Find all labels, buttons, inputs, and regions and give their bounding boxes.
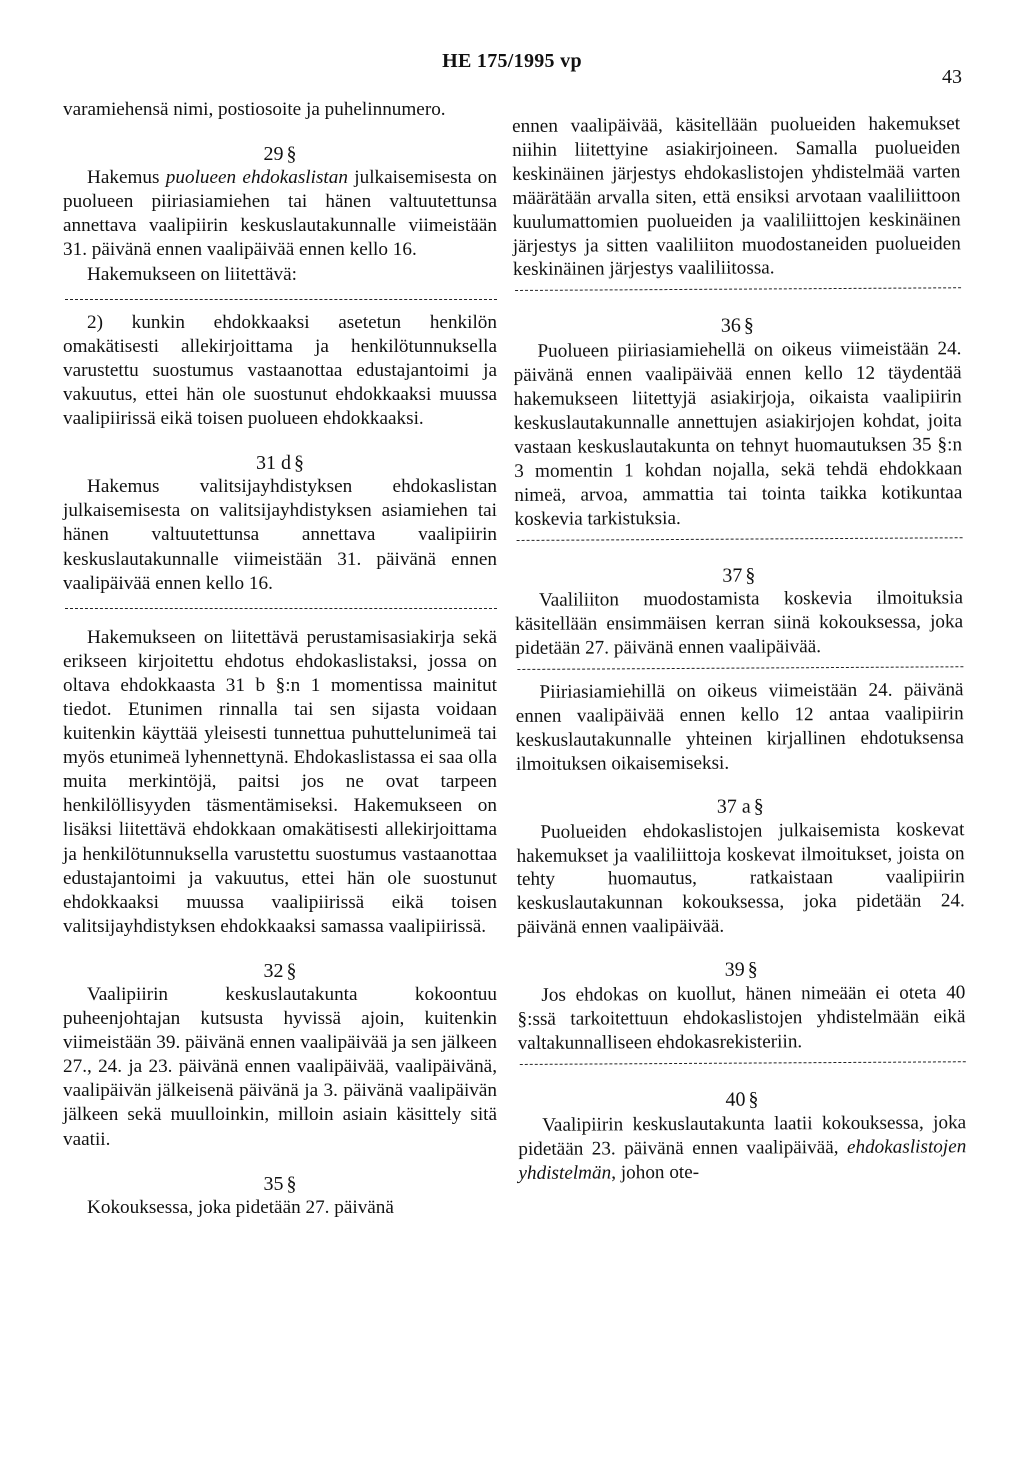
paragraph: Puolueen piiriasiamiehellä on oikeus viimeistään 24. päivänä ennen vaalipäivää ennen kello 12 täydentää hakemukseen liitettyjä asiakirjoja, oikaista vaalipiirin keskuslautakunnalle annettujen asiakirjojen kohdat, joita vastaan keskuslautakunta on tehnyt huomautuksen 35 §:n 3 momentin 1 kohdan nojalla, sekä tehdä ehdokkaan nimeä, arvoa, ammattia tai tointa taikka kotikuntaa koskevia tarkistuksia.	[513, 338, 963, 530]
text-run: Hakemus	[87, 167, 166, 189]
section-number: 40	[725, 1088, 746, 1111]
section-heading-36	[513, 314, 961, 341]
paragraph: ennen vaalipäivää, käsitellään puolueiden hakemukset niihin liitettyine asiakirjoineen. Samalla puolueiden keskinäinen järjestys ehdokaslistojen yhdistelmää varten määrätään arvalla siten, että ensiksi arvotaan vaaliliittoon kuulumattomien puolueiden ja vaaliliittojen keskinäinen järjestys ja sitten vaaliliiton muodostaneiden puolueiden keskinäinen järjestys vaaliliitossa.	[512, 113, 961, 281]
section-number: 35	[263, 1172, 284, 1195]
section-heading-32	[63, 959, 497, 983]
right-column	[512, 112, 967, 1185]
paragraph: Piiriasiamiehillä on oikeus viimeistään 24. päivänä ennen vaalipäivää ennen kello 12 antaa vaalipiirin keskuslautakunnalle yhteinen kirjallinen ehdotuksensa ilmoituksen oikaisemiseksi.	[515, 679, 964, 775]
section-symbol: §	[743, 314, 754, 337]
section-heading-37a	[516, 794, 964, 821]
paragraph: 2) kunkin ehdokkaaksi asetetun henkilön omakätisesti allekirjoittama ja henkilötunnuksella varustettu suostumus vastaanottaa edustajantoimi ja vakuutus, ettei hän ole suostunut ehdokkaaksi muussa vaalipiirissä eikä toisen puolueen ehdokkaaksi.	[63, 311, 497, 430]
omission-dashes	[515, 529, 963, 546]
running-header: HE 175/1995 vp	[442, 50, 582, 72]
left-column	[63, 98, 497, 1220]
italic-text: puolueen ehdokaslistan	[165, 167, 348, 189]
section-symbol: §	[294, 452, 304, 475]
section-heading-29	[63, 142, 497, 166]
section-number: 31 d	[256, 452, 291, 475]
omission-dashes	[63, 287, 497, 311]
omission-dashes	[515, 658, 963, 675]
section-number: 39	[724, 958, 745, 981]
section-symbol: §	[748, 1088, 759, 1111]
section-number: 32	[263, 959, 284, 982]
paragraph: Kokouksessa, joka pidetään 27. päivänä	[87, 1196, 394, 1218]
section-symbol: §	[286, 959, 297, 982]
section-number: 36	[720, 314, 741, 338]
paragraph: Hakemukseen on liitettävä perustamisasiakirja sekä erikseen kirjoitettu ehdotus ehdokaslistaksi, jossa on oltava ehdokkaasta 31 b §:n 1 momentissa mainitut tiedot. Etunimen rinnalla tai sen sijasta voidaan kuitenkin käyttää yleisesti tunnettua puhuttelunimeä tai myös etunimeä lyhennettynä. Ehdokaslistassa ei saa olla muita merkintöjä, paitsi jos ne ovat tarpeen henkilöllisyyden täsmentämiseksi. Hakemukseen on lisäksi liitettävä ehdokkaan omakätisesti allekirjoittama ja henkilötunnuksella varustettu suostumus vastaanottaa edustajantoimi ja vakuutus, ettei hän ole suostunut ehdokkaaksi muussa vaalipiirissä eikä toisen valitsijayhdistyksen ehdokkaaksi samassa vaalipiirissä.	[63, 626, 497, 937]
paragraph: Puolueiden ehdokaslistojen julkaisemista koskevat hakemukset ja vaaliliittoja koskevat ilmoitukset, joista on tehty huomautus, ratkaistaan vaalipiirin keskuslautakunnan kokouksessa, joka pidetään 24. päivänä ennen vaalipäivää.	[516, 818, 965, 939]
section-symbol: §	[745, 564, 756, 587]
section-number: 37 a	[716, 795, 751, 818]
section-number: 29	[263, 143, 284, 166]
page-number: 43	[942, 66, 962, 88]
italic-text: ehdokaslistojen yhdistelmän	[518, 1135, 967, 1184]
section-symbol: §	[286, 143, 297, 166]
section-symbol: §	[747, 958, 758, 981]
omission-dashes	[63, 596, 497, 620]
text-run: julkaisemisesta on puolueen piiriasiamiehen tai hänen valtuutettunsa annettava vaalipiirin keskuslautakunnalle viimeistään 31. päivänä ennen vaalipäivää ennen kello 16.	[63, 167, 497, 261]
omission-dashes	[513, 280, 961, 297]
section-number: 37	[722, 564, 743, 587]
paragraph: Vaalipiirin keskuslautakunta kokoontuu puheenjohtajan kutsusta hyvissä ajoin, kuitenkin viimeistään 39. päivänä ennen vaalipäivää ja sen jälkeen 27., 24. ja 23. päivänä ennen vaalipäivää, vaalipäivänä, vaalipäivän jälkeisenä päivänä ja 3. päivänä vaalipäivän jälkeen sekä muulloinkin, milloin asiain käsittely sitä vaatii.	[63, 984, 497, 1150]
paragraph	[63, 166, 497, 262]
omission-dashes	[518, 1053, 966, 1070]
section-heading-37	[515, 563, 963, 590]
paragraph	[518, 1111, 966, 1185]
text-run: Vaalipiirin keskuslautakunta laatii kokouksessa, joka pidetään 23. päivänä ennen vaalipäivää,	[518, 1111, 967, 1160]
paragraph: Jos ehdokas on kuollut, hänen nimeään ei oteta 40 §:ssä tarkoitettuun ehdokaslistojen yhdistelmään eikä valtakunnalliseen ehdokasrekisteriin.	[517, 982, 966, 1054]
section-heading-40	[518, 1087, 966, 1114]
section-heading-31d	[63, 451, 497, 475]
section-heading-39	[517, 957, 965, 984]
paragraph: Hakemukseen on liitettävä:	[87, 263, 297, 285]
section-symbol: §	[286, 1172, 297, 1195]
section-symbol: §	[753, 795, 764, 818]
paragraph: Vaaliliiton muodostamista koskevia ilmoituksia käsitellään ensimmäisen kerran siinä kokouksessa, joka pidetään 27. päivänä ennen vaalipäivää.	[515, 587, 964, 660]
paragraph: varamiehensä nimi, postiosoite ja puhelinnumero.	[63, 99, 446, 120]
paragraph: Hakemus valitsijayhdistyksen ehdokaslistan julkaisemisesta on valitsijayhdistyksen asiamiehen tai hänen valtuutettunsa annettava vaalipiirin keskuslautakunnalle viimeistään 31. päivänä ennen vaalipäivää ennen kello 16.	[63, 476, 497, 594]
text-run: , johon ote-	[611, 1161, 700, 1183]
section-heading-35	[63, 1172, 497, 1196]
